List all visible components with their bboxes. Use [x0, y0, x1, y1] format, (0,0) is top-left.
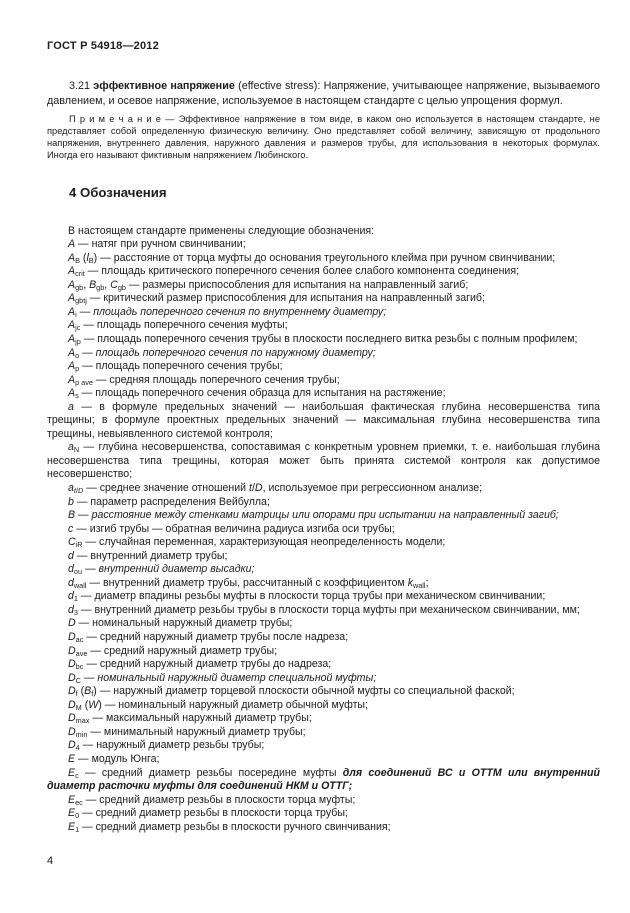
symbol: $A_{gb}$, $B_{gb}$, $C_{gb}$	[68, 278, 126, 292]
symbol-description: глубина несовершенства, сопоставимая с конкретным уровнем приемки, т. е. наибольшая глубина несовершенства типа трещины, которая может быть принята системой контроля как допустимое несовершенство;	[47, 441, 601, 481]
symbol: $E_1$	[68, 820, 80, 834]
symbol-description: расстояние от торца муфты до основания треугольного клейма при ручном свинчивании;	[113, 251, 556, 264]
symbol-definition: $d_1$ — диаметр впадины резьбы муфты в плоскости торца трубы при механическом свинчивании;	[68, 590, 546, 604]
symbol-definition: $A_{crit}$ — площадь критического поперечного сечения более слабого компонента соединения;	[68, 265, 520, 279]
symbol-definition: $D_{bc}$ — средний наружный диаметр трубы до надреза;	[68, 658, 332, 672]
symbol: $A_{jc}$	[68, 319, 81, 333]
symbol-definition: d — внутренний диаметр трубы;	[68, 549, 228, 562]
symbol-definition: $A_{jc}$ — площадь поперечного сечения муфты;	[68, 319, 288, 333]
symbol: $E_0$	[68, 807, 80, 821]
symbol: $D_{ac}$	[68, 631, 84, 645]
term-definition-3-21: 3.21 эффективное напряжение (effective stress): Напряжение, учитывающее напряжение, вызываемого давлением, и осевое напряжение, используемое в настоящем стандарте с целью упрощения формул.	[47, 80, 600, 108]
symbol: $d_3$	[68, 603, 78, 617]
page-body	[47, 79, 600, 834]
symbol-definition: $d_{wall}$ — внутренний диаметр трубы, рассчитанный с коэффициентом $k_{wall}$;	[68, 576, 429, 590]
symbol-description: площадь поперечного сечения муфты;	[96, 319, 288, 332]
symbol: b	[68, 495, 74, 508]
symbol: $A_{p ave}$	[68, 373, 93, 387]
symbol-description: модуль Юнга;	[91, 752, 160, 765]
symbol-definition: $E_0$ — средний диаметр резьбы в плоскости торца трубы;	[68, 807, 348, 821]
symbol-definition: $a_N$ — глубина несовершенства, сопоставимая с конкретным уровнем приемки, т. е. наибольшая глубина несовершенства типа трещины, которая может быть принята системой контроля как допустимое несовершенство;	[47, 441, 601, 481]
symbol-definition: a — в формуле предельных значений — наибольшая фактическая глубина несовершенства типа трещины; в формуле проектных предельных значений — максимальная глубина несовершенства типа трещины, невыявленного системой контроля;	[47, 400, 600, 440]
symbol-definition: $A_p$ — площадь поперечного сечения трубы;	[68, 360, 283, 374]
symbol-definition: $D_{ac}$ — средний наружный диаметр трубы после надреза;	[68, 631, 349, 645]
symbol: E	[68, 752, 76, 765]
symbol: d	[68, 549, 74, 562]
symbol-description: номинальный наружный диаметр трубы;	[92, 617, 293, 630]
symbol-description: средняя площадь поперечного сечения трубы;	[109, 373, 340, 386]
symbol-definition: $D_4$ — наружный диаметр резьбы трубы;	[68, 739, 265, 753]
symbol: $A_{crit}$	[68, 265, 85, 279]
symbol-definition: $C_{iR}$ — случайная переменная, характеризующая неопределенность модели;	[68, 536, 446, 550]
symbol-description: максимальный наружный диаметр трубы;	[105, 712, 312, 725]
symbol-description: средний наружный диаметр трубы после надреза;	[99, 631, 349, 644]
symbol-definition: c — изгиб трубы — обратная величина радиуса изгиба оси трубы;	[68, 522, 395, 535]
symbol-definition: $d_{ou}$ — внутренний диаметр высадки;	[68, 563, 255, 577]
symbol-description: внутренний диаметр трубы, рассчитанный с коэффициентом $k_{wall}$;	[102, 576, 429, 590]
symbol: $A_{gbtj}$	[68, 292, 87, 306]
symbol-description: площадь поперечного сечения трубы;	[95, 360, 283, 373]
symbol: $A_B$ $(l_B)$	[68, 251, 98, 265]
symbol-description: средний диаметр резьбы посередине муфты для соединений ВС и ОТТМ или внутренний диаметр расточки муфты для соединений НКМ и ОТТГ;	[47, 766, 600, 793]
symbol-description: средний наружный диаметр трубы;	[103, 644, 278, 657]
symbol: $d_{wall}$	[68, 576, 87, 590]
symbol: $A_s$	[68, 387, 79, 401]
symbol: A	[68, 238, 76, 251]
symbol-definition: $D_{max}$ — максимальный наружный диаметр трубы;	[68, 712, 312, 726]
symbol-description: минимальный наружный диаметр трубы;	[103, 725, 306, 738]
symbol-description: средний диаметр резьбы в плоскости торца трубы;	[95, 807, 348, 820]
symbol: $D_{bc}$	[68, 658, 84, 672]
symbol-description: площадь поперечного сечения трубы в плоскости последнего витка резьбы с полным профилем;	[97, 333, 578, 345]
symbol-description: диаметр впадины резьбы муфты в плоскости торца трубы при механическом свинчивании;	[94, 590, 546, 603]
symbol-definition: $D_{min}$ — минимальный наружный диаметр трубы;	[68, 725, 306, 739]
symbol-description: площадь поперечного сечения по внутреннему диаметру;	[93, 305, 387, 318]
symbol-description: наружный диаметр резьбы трубы;	[96, 739, 265, 752]
symbol-description: номинальный наружный диаметр специальной муфты;	[97, 671, 377, 684]
symbol: $A_p$	[68, 360, 80, 374]
symbol-description: средний диаметр резьбы в плоскости торца муфты;	[99, 793, 356, 806]
symbol-definition: $d_3$ — внутренний диаметр резьбы трубы в плоскости торца муфты при механическом свинчивании, мм;	[68, 603, 580, 617]
symbol-description: параметр распределения Вейбулла;	[90, 495, 270, 508]
section-4-heading: 4 Обозначения	[69, 184, 167, 200]
symbol-description: наружный диаметр торцевой плоскости обычной муфты со специальной фаской;	[113, 685, 515, 698]
symbol-description: натяг при ручном свинчивании;	[91, 238, 246, 251]
symbol-description: изгиб трубы — обратная величина радиуса изгиба оси трубы;	[89, 522, 395, 535]
symbol-description: номинальный наружный диаметр обычной муфты;	[118, 698, 368, 711]
symbol: $D_4$	[68, 739, 80, 753]
symbol: $C_{iR}$	[68, 536, 83, 550]
symbol-definition: $E_{ec}$ — средний диаметр резьбы в плоскости торца муфты;	[68, 793, 356, 807]
symbol-definition: D — номинальный наружный диаметр трубы;	[68, 617, 293, 630]
symbol: $d_1$	[68, 590, 78, 604]
symbol-description: внутренний диаметр трубы;	[90, 549, 228, 562]
symbol-description: случайная переменная, характеризующая неопределенность модели;	[99, 536, 446, 549]
symbol: $D_M$ (W)	[68, 698, 102, 712]
symbol-definition: A — натяг при ручном свинчивании;	[68, 238, 246, 251]
symbol-definition: $E_1$ — средний диаметр резьбы в плоскости ручного свинчивания;	[68, 820, 391, 834]
symbol-definition: $A_o$ — площадь поперечного сечения по наружному диаметру;	[68, 346, 376, 360]
symbol: c	[68, 522, 74, 535]
symbol: $E_c$	[68, 766, 79, 780]
symbol: $A_{jp}$	[68, 333, 81, 346]
symbol: $A_i$	[68, 305, 77, 319]
note-paragraph: П р и м е ч а н и е — Эффективное напряжение в том виде, в каком оно используется в настоящем стандарте, не представляет собой определенную физическую величину. Оно представляет собой величину, зависящую от продольного напряжения, внутреннего давления, наружного давления и размеров трубы, для использования в некоторых формулах. Иногда его называют фиктивным напряжением Любинского.	[47, 113, 600, 161]
symbol-definition: $D_M$ (W) — номинальный наружный диаметр обычной муфты;	[68, 698, 368, 712]
symbol-description: размеры приспособления для испытания на направленный загиб;	[142, 278, 469, 291]
symbol-definition: $A_{jp}$ — площадь поперечного сечения трубы в плоскости последнего витка резьбы с полным профилем;	[68, 333, 578, 346]
symbol: $D_f$ $(B_f)$	[68, 685, 97, 699]
symbol-definition: $A_{p ave}$ — средняя площадь поперечного сечения трубы;	[68, 373, 340, 387]
symbol-definition: $A_B$ $(l_B)$ — расстояние от торца муфты до основания треугольного клейма при ручном свинчивании;	[68, 251, 556, 265]
symbol-definition: $a_{t/D}$ — среднее значение отношений t/D, используемое при регрессионном анализе;	[68, 482, 483, 496]
symbol-definition: $D_{ave}$ — средний наружный диаметр трубы;	[68, 644, 278, 658]
symbol-description: площадь критического поперечного сечения более слабого компонента соединения;	[101, 265, 520, 278]
notation-intro-line: В настоящем стандарте применены следующие обозначения:	[68, 224, 375, 237]
symbol-description: среднее значение отношений t/D, используемое при регрессионном анализе;	[99, 482, 483, 495]
symbol-definition-list	[47, 238, 600, 834]
symbol-definition: B — расстояние между стенками матрицы или опорами при испытании на направленный загиб;	[68, 509, 559, 522]
symbol: $a_N$	[68, 441, 80, 455]
symbol-description: средний диаметр резьбы в плоскости ручного свинчивания;	[95, 820, 391, 833]
symbol-description: площадь поперечного сечения образца для испытания на растяжение;	[95, 387, 446, 400]
symbol: a	[68, 400, 74, 413]
symbol: $a_{t/D}$	[68, 482, 84, 496]
symbol-definition: $A_{gbtj}$ — критический размер приспособления для испытания на направленный загиб;	[68, 292, 485, 306]
symbol-description: расстояние между стенками матрицы или опорами при испытании на направленный загиб;	[91, 509, 559, 522]
document-code-header: ГОСТ Р 54918—2012	[47, 40, 159, 52]
symbol-definition: $E_c$ — средний диаметр резьбы посередине муфты для соединений ВС и ОТТМ или внутренний диаметр расточки муфты для соединений НКМ и ОТТГ;	[47, 766, 600, 793]
symbol-description: внутренний диаметр высадки;	[98, 563, 255, 576]
symbol-definition: $D_C$ — номинальный наружный диаметр специальной муфты;	[68, 671, 377, 685]
symbol-description: внутренний диаметр резьбы трубы в плоскости торца муфты при механическом свинчивании, мм;	[94, 603, 580, 616]
symbol: $E_{ec}$	[68, 793, 83, 807]
symbol-definition: $A_{gb}$, $B_{gb}$, $C_{gb}$ — размеры приспособления для испытания на направленный загиб;	[68, 278, 469, 292]
symbol-definition: $A_s$ — площадь поперечного сечения образца для испытания на растяжение;	[68, 387, 446, 401]
symbol-description: критический размер приспособления для испытания на направленный загиб;	[103, 292, 485, 305]
symbol: $D_{ave}$	[68, 644, 88, 658]
symbol: $D_{min}$	[68, 725, 88, 739]
symbol: D	[68, 617, 76, 630]
symbol-description: в формуле предельных значений — наибольшая фактическая глубина несовершенства типа трещины; в формуле проектных предельных значений — максимальная глубина несовершенства типа трещины, невыявленного системой контроля;	[47, 400, 600, 440]
symbol-definition: $A_i$ — площадь поперечного сечения по внутреннему диаметру;	[68, 305, 387, 319]
symbol-definition: E — модуль Юнга;	[68, 752, 160, 765]
symbol-definition: b — параметр распределения Вейбулла;	[68, 495, 270, 508]
symbol: $D_{max}$	[68, 712, 90, 726]
symbol: $d_{ou}$	[68, 563, 83, 577]
symbol: $A_o$	[68, 346, 80, 360]
page-number: 4	[47, 855, 54, 867]
symbol-description: площадь поперечного сечения по наружному диаметру;	[95, 346, 376, 359]
symbol-definition: $D_f$ $(B_f)$ — наружный диаметр торцевой плоскости обычной муфты со специальной фаской;	[68, 685, 515, 699]
symbol: $D_C$	[68, 671, 81, 685]
symbol: B	[68, 509, 76, 522]
symbol-description: средний наружный диаметр трубы до надреза;	[99, 658, 332, 671]
